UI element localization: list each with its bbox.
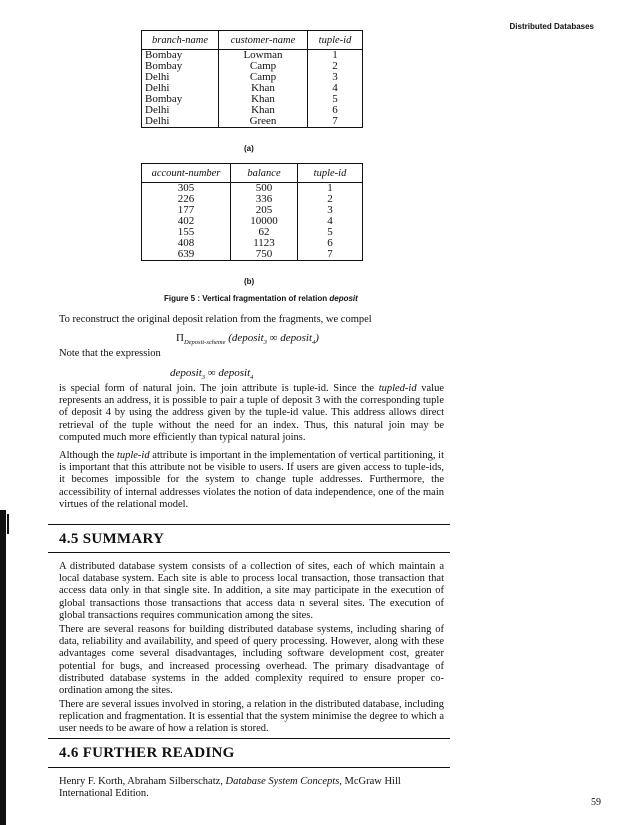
formula-text: ) <box>315 332 319 344</box>
cell-customer: Camp <box>219 61 308 72</box>
cell-customer: Green <box>219 116 308 128</box>
cell-customer: Khan <box>219 94 308 105</box>
paragraph-emph: tuple-id <box>116 450 150 461</box>
table-b <box>141 163 363 261</box>
cell-tuple-id: 3 <box>308 72 363 83</box>
table-b-header-row <box>142 164 363 183</box>
cell-branch: Delhi <box>142 116 219 128</box>
note-expression: Note that the expression <box>59 348 161 359</box>
cell-tuple-id: 4 <box>308 83 363 94</box>
formula-subscript: 4 <box>312 339 316 347</box>
formula-subscript: Deposit-scheme <box>183 339 226 347</box>
summary-paragraph-2: There are several reasons for building distributed database systems, including sharing of data, reliability and availability, and speed of query processing. However, along with these advantages come several disadvantages, including software development cost, greater potential for bugs, and increased processing overhead. The primary disadvantage of distributed database systems in the added complexity required to ensure proper co-ordination among the sites. <box>59 624 444 697</box>
figure-caption-text: Figure 5 : Vertical fragmentation of relation <box>164 294 330 303</box>
cell-tuple-id: 4 <box>298 216 363 227</box>
cell-tuple-id: 1 <box>298 183 363 195</box>
margin-bar <box>0 510 6 825</box>
join-symbol: ∞ <box>205 367 219 379</box>
cell-balance: 62 <box>231 227 298 238</box>
reading-rule-top <box>48 738 450 739</box>
cell-account: 402 <box>142 216 231 227</box>
summary-paragraph-3: There are several issues involved in storing, a relation in the distributed database, including replication and fragmentation. It is essential that the system minimise the degree to which a user needs to be aware of how a relation is stored. <box>59 699 444 735</box>
formula-subscript: 3 <box>263 339 267 347</box>
formula-text: deposit <box>170 367 202 379</box>
cell-customer: Khan <box>219 83 308 94</box>
paragraph-join-explanation <box>59 383 444 444</box>
column-header: tuple-id <box>308 31 363 50</box>
cell-customer: Camp <box>219 72 308 83</box>
cell-branch: Delhi <box>142 105 219 116</box>
cell-tuple-id: 6 <box>308 105 363 116</box>
reconstruct-intro: To reconstruct the original deposit relation from the fragments, we compel <box>59 314 372 325</box>
cell-tuple-id: 2 <box>308 61 363 72</box>
further-reading-heading: 4.6 FURTHER READING <box>59 745 235 761</box>
summary-heading: 4.5 SUMMARY <box>59 531 165 547</box>
cell-tuple-id: 5 <box>308 94 363 105</box>
cell-tuple-id: 3 <box>298 205 363 216</box>
reference-entry <box>59 776 444 800</box>
formula-subscript: 4 <box>250 374 254 382</box>
column-header: account-number <box>142 164 231 183</box>
figure-caption-emph: deposit <box>329 294 358 303</box>
paragraph-tuple-id <box>59 450 444 511</box>
cell-branch: Delhi <box>142 83 219 94</box>
summary-paragraph-1: A distributed database system consists of a collection of sites, each of which maintain a local database system. Each site is able to process local transaction, those transaction that access data only in that single site. In addition, a site may participate in the execution of global transactions those transactions that access data n several sites. The execution of global transactions requires communication among the sites. <box>59 561 444 621</box>
column-header: customer-name <box>219 31 308 50</box>
table-row <box>142 249 363 261</box>
reading-rule-bottom <box>48 767 450 768</box>
cell-tuple-id: 7 <box>298 249 363 261</box>
cell-balance: 205 <box>231 205 298 216</box>
pi-symbol: Π <box>176 332 184 344</box>
cell-account: 639 <box>142 249 231 261</box>
summary-rule-top <box>48 524 450 525</box>
table-a-header-row <box>142 31 363 50</box>
paragraph-text: value represents an address, it is possible to pair a tuple of deposit 3 with the corresponding tuple of deposit 4 by using the address given by the tuple-id value. This address allows direct retrieval of the tuple without the need for an index. Thus, this natural join may be computed much more efficiently than typical natural joins. <box>59 383 444 443</box>
table-row <box>142 116 363 128</box>
cell-account: 155 <box>142 227 231 238</box>
cell-balance: 750 <box>231 249 298 261</box>
cell-branch: Bombay <box>142 94 219 105</box>
page-number: 59 <box>591 797 601 808</box>
cell-account: 226 <box>142 194 231 205</box>
cell-tuple-id: 7 <box>308 116 363 128</box>
paragraph-text: attribute is important in the implementation of vertical partitioning, it is important that this attribute not be visible to users. If users are given access to tuple-ids, it becomes impossible for the system to change tuple addresses. Furthermore, the accessibility of internal addresses violates the notion of data independence, one of the main virtues of the relational model. <box>59 450 444 510</box>
reference-publisher: , McGraw Hill International Edition. <box>59 776 401 800</box>
paragraph-emph: tupled-id <box>378 383 417 394</box>
formula-join <box>170 367 253 381</box>
cell-tuple-id: 5 <box>298 227 363 238</box>
cell-balance: 1123 <box>231 238 298 249</box>
cell-tuple-id: 1 <box>308 50 363 62</box>
column-header: balance <box>231 164 298 183</box>
paragraph-text: Although the <box>59 450 117 461</box>
cell-branch: Delhi <box>142 72 219 83</box>
table-b-label: (b) <box>244 277 255 286</box>
summary-rule-bottom <box>48 552 450 553</box>
cell-branch: Bombay <box>142 50 219 62</box>
margin-mark <box>7 514 9 534</box>
cell-account: 177 <box>142 205 231 216</box>
cell-customer: Lowman <box>219 50 308 62</box>
cell-balance: 336 <box>231 194 298 205</box>
table-a <box>141 30 363 128</box>
join-symbol: ∞ <box>266 332 281 344</box>
cell-account: 305 <box>142 183 231 195</box>
cell-tuple-id: 6 <box>298 238 363 249</box>
reference-title: Database System Concepts <box>225 776 340 787</box>
cell-account: 408 <box>142 238 231 249</box>
cell-customer: Khan <box>219 105 308 116</box>
formula-text: deposit <box>218 367 251 379</box>
table-a-label: (a) <box>244 144 254 153</box>
formula-text: deposit <box>280 332 313 344</box>
running-head: Distributed Databases <box>509 22 594 31</box>
paragraph-text: is special form of natural join. The join attribute is tuple-id. Since the <box>59 383 379 394</box>
cell-branch: Bombay <box>142 61 219 72</box>
formula-subscript: 3 <box>201 374 206 382</box>
cell-tuple-id: 2 <box>298 194 363 205</box>
figure-caption <box>164 294 358 303</box>
formula-projection <box>176 332 319 346</box>
formula-text: (deposit <box>228 332 264 344</box>
reference-authors: Henry F. Korth, Abraham Silberschatz, <box>59 776 226 787</box>
column-header: tuple-id <box>298 164 363 183</box>
column-header: branch-name <box>142 31 219 50</box>
cell-balance: 10000 <box>231 216 298 227</box>
cell-balance: 500 <box>231 183 298 195</box>
